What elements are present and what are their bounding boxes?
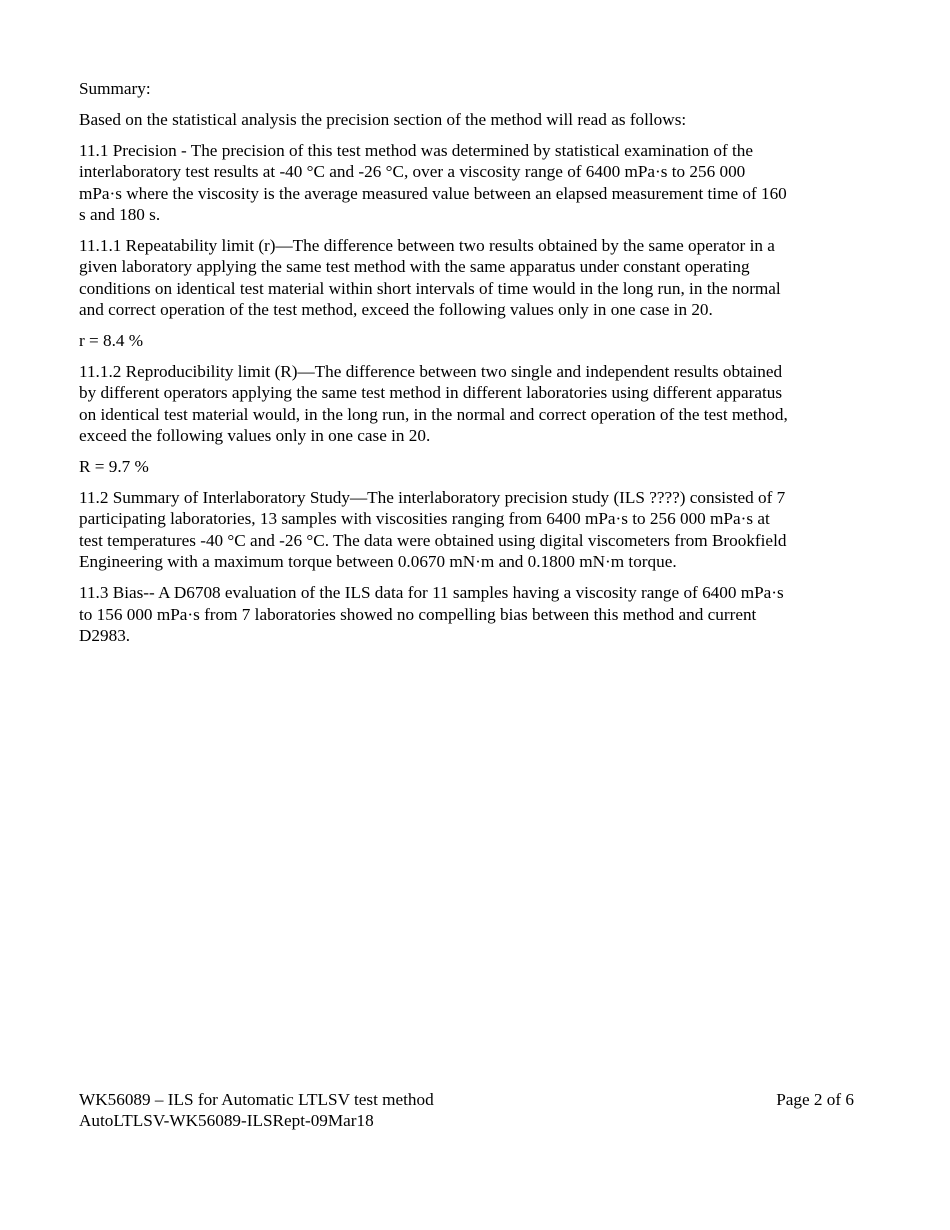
- page-footer: [79, 1089, 854, 1132]
- footer-row: [79, 1089, 854, 1110]
- bias-paragraph: 11.3 Bias-- A D6708 evaluation of the ILS data for 11 samples having a viscosity range of 6400 mPa·s to 156 000 mPa·s from 7 laboratories showed no compelling bias between this method and current D2983.: [79, 583, 784, 645]
- repeatability-value: r = 8.4 %: [79, 331, 144, 351]
- footer-doc-title: WK56089 – ILS for Automatic LTLSV test method: [79, 1090, 434, 1109]
- footer-file-name: AutoLTLSV-WK56089-ILSRept-09Mar18: [79, 1111, 374, 1131]
- intro-paragraph: Based on the statistical analysis the precision section of the method will read as follows:: [79, 109, 687, 129]
- reproducibility-paragraph: 11.1.2 Reproducibility limit (R)—The difference between two single and independent results obtained by different operators applying the same test method in different laboratories using different apparatus on identical test material would, in the long run, in the normal and correct operation of the test method, exceed the following values only in one case in 20.: [79, 361, 788, 446]
- precision-paragraph: 11.1 Precision - The precision of this test method was determined by statistical examination of the interlaboratory test results at -40 °C and -26 °C, over a viscosity range of 6400 mPa·s to 256 000 mPa·s where the viscosity is the average measured value between an elapsed measurement time of 160 s and 180 s.: [79, 140, 787, 225]
- ils-summary-paragraph: 11.2 Summary of Interlaboratory Study—The interlaboratory precision study (ILS ????) consisted of 7 participating laboratories, 13 samples with viscosities ranging from 6400 mPa·s to 256 000 mPa·s at test temperatures -40 °C and -26 °C. The data were obtained using digital viscometers from Brookfield Engineering with a maximum torque between 0.0670 mN·m and 0.1800 mN·m torque.: [79, 488, 787, 572]
- repeatability-paragraph: 11.1.1 Repeatability limit (r)—The difference between two results obtained by the same operator in a given laboratory applying the same test method with the same apparatus under constant operating conditions on identical test material within short intervals of time would in the long run, in the normal and correct operation of the test method, exceed the following values only in one case in 20.: [79, 235, 781, 320]
- reproducibility-value: R = 9.7 %: [79, 457, 149, 477]
- summary-heading: Summary:: [79, 79, 151, 98]
- footer-page-number: Page 2 of 6: [776, 1090, 854, 1109]
- page-content: [79, 78, 789, 656]
